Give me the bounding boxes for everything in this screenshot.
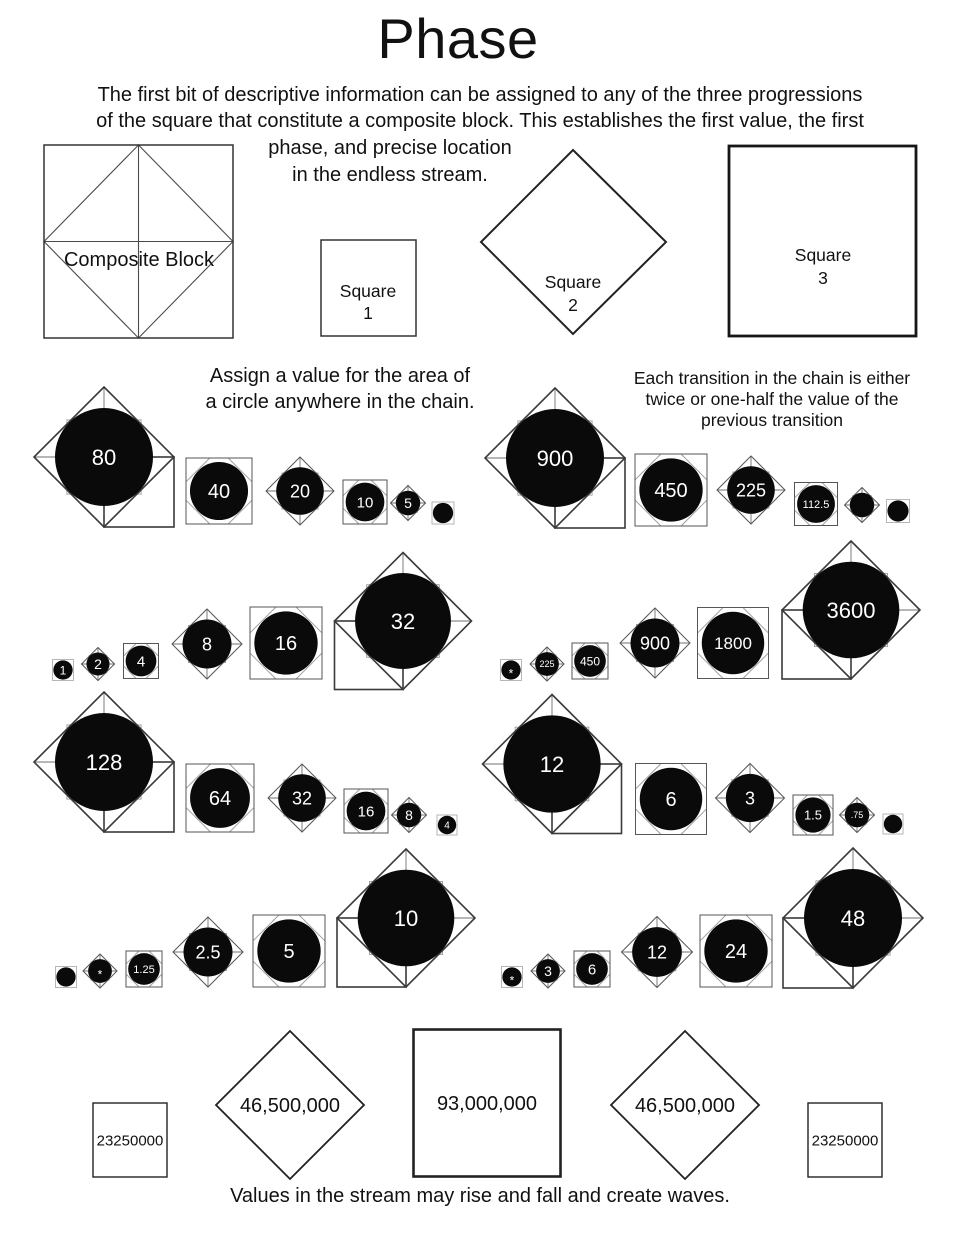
chain-row3-right-descending bbox=[483, 695, 904, 836]
chain-value-label: 32 bbox=[390, 608, 416, 634]
chain-value-label: 4 bbox=[444, 820, 450, 832]
chain-row3-left-descending bbox=[34, 692, 457, 835]
chain-value-label: 450 bbox=[654, 480, 688, 503]
wave-layer bbox=[93, 1030, 882, 1180]
wave-block bbox=[808, 1103, 882, 1177]
wave-block bbox=[93, 1103, 167, 1177]
chain-block bbox=[783, 848, 923, 988]
chain-block bbox=[635, 454, 707, 526]
chain-block bbox=[335, 553, 472, 690]
chain-block bbox=[636, 764, 707, 835]
intro-line-3: phase, and precise location bbox=[268, 137, 512, 159]
chain-block bbox=[717, 456, 785, 524]
chain-block bbox=[124, 644, 159, 679]
chain-block bbox=[572, 643, 608, 679]
chain-block bbox=[782, 541, 920, 679]
chain-block bbox=[793, 795, 833, 835]
chains-layer bbox=[34, 387, 923, 988]
chain-value-label: 2 bbox=[94, 656, 102, 673]
chain-block bbox=[620, 608, 690, 678]
square-2-number: 2 bbox=[568, 295, 578, 315]
footer-caption: Values in the stream may rise and fall and create waves. bbox=[230, 1185, 730, 1207]
wave-value-label: 93,000,000 bbox=[436, 1093, 538, 1116]
chain-value-label: 48 bbox=[840, 905, 866, 931]
intro-line-4: in the endless stream. bbox=[292, 163, 488, 186]
chain-value-label: 2.5 bbox=[195, 942, 221, 963]
chain-value-label: 900 bbox=[536, 445, 574, 471]
chain-value-label: 3600 bbox=[826, 597, 876, 623]
chain-block bbox=[483, 695, 622, 834]
chain-block bbox=[795, 483, 838, 526]
chain-value-label: 1.5 bbox=[803, 807, 823, 823]
chain-row2-right-ascending bbox=[501, 541, 921, 681]
value-circle bbox=[56, 967, 75, 986]
chain-block bbox=[391, 486, 426, 521]
chain-block bbox=[186, 458, 252, 524]
chain-block bbox=[83, 954, 117, 988]
caption-assign-value bbox=[140, 363, 540, 415]
chain-block bbox=[840, 798, 875, 833]
square-3-figure bbox=[729, 146, 916, 336]
square-1-label: Square bbox=[339, 281, 397, 301]
chain-value-label: 12 bbox=[539, 751, 565, 777]
chain-block bbox=[82, 648, 115, 681]
chain-value-label: 24 bbox=[724, 941, 748, 964]
caption-transition-line-3: previous transition bbox=[700, 410, 844, 430]
chain-block bbox=[344, 789, 388, 833]
chain-block bbox=[883, 814, 903, 834]
square-3-number: 3 bbox=[818, 268, 828, 288]
caption-assign-line-2: a circle anywhere in the chain. bbox=[205, 391, 475, 413]
chain-block bbox=[531, 954, 565, 988]
chain-value-label: 12 bbox=[646, 942, 668, 963]
value-circle bbox=[850, 493, 875, 518]
chain-value-label: 40 bbox=[207, 481, 231, 504]
chain-block bbox=[392, 798, 427, 833]
chain-block bbox=[530, 647, 564, 681]
chain-value-label: 16 bbox=[274, 633, 298, 656]
chain-value-label: 112.5 bbox=[802, 498, 830, 511]
chain-block bbox=[126, 951, 162, 987]
chain-value-label: 128 bbox=[85, 749, 123, 775]
chain-block bbox=[574, 951, 610, 987]
chain-value-label: 6 bbox=[587, 961, 597, 979]
chain-block bbox=[186, 764, 254, 832]
chain-block bbox=[700, 915, 772, 987]
chain-value-label: 8 bbox=[405, 807, 413, 824]
wave-block bbox=[216, 1031, 364, 1179]
page-title: Phase bbox=[377, 7, 539, 70]
chain-block bbox=[253, 915, 325, 987]
chain-block bbox=[716, 764, 785, 833]
chain-block bbox=[268, 764, 336, 832]
caption-transition-line-2: twice or one-half the value of the bbox=[645, 389, 899, 409]
chain-value-label: 5 bbox=[283, 941, 295, 964]
chain-value-label: * bbox=[509, 973, 515, 988]
chain-value-label: 10 bbox=[393, 905, 419, 931]
chain-value-label: 16 bbox=[357, 803, 375, 821]
chain-value-label: 1800 bbox=[714, 634, 752, 654]
chain-block bbox=[501, 660, 522, 681]
chain-value-label: 450 bbox=[579, 654, 601, 669]
chain-value-label: 3 bbox=[744, 788, 756, 809]
intro-line-2: of the square that constitute a composite block. This establishes the first value, the first bbox=[96, 110, 864, 132]
chain-value-label: 20 bbox=[289, 481, 311, 502]
chain-value-label: 6 bbox=[665, 789, 677, 812]
chain-block bbox=[343, 480, 387, 524]
chain-block bbox=[53, 660, 74, 681]
caption-assign-line-1: Assign a value for the area of bbox=[209, 365, 471, 387]
chain-value-label: * bbox=[97, 967, 103, 982]
chain-value-label: .75 bbox=[850, 810, 864, 821]
chain-row4-right-ascending bbox=[502, 848, 924, 988]
value-circle bbox=[884, 815, 902, 833]
chain-value-label: 900 bbox=[639, 633, 671, 654]
chain-value-label: 5 bbox=[404, 495, 412, 512]
chain-value-label: 64 bbox=[208, 788, 232, 811]
square-2-label: Square bbox=[544, 272, 602, 292]
square-3-label: Square bbox=[794, 245, 852, 265]
chain-row4-left-ascending bbox=[56, 849, 476, 988]
chain-block bbox=[172, 609, 242, 679]
composite-block-label: Composite Block bbox=[63, 249, 215, 271]
square-1-number: 1 bbox=[363, 303, 373, 323]
chain-block bbox=[622, 917, 693, 988]
chain-value-label: 32 bbox=[291, 788, 313, 809]
wave-block bbox=[611, 1031, 759, 1179]
intro-line-1: The first bit of descriptive information can be assigned to any of the three progressions bbox=[97, 84, 863, 106]
chain-value-label: 4 bbox=[136, 653, 146, 671]
chain-value-label: 225 bbox=[735, 480, 767, 501]
chain-block bbox=[173, 917, 243, 987]
square-1-figure bbox=[321, 240, 416, 336]
chain-value-label: 10 bbox=[356, 494, 374, 512]
intro-paragraph-wrapped bbox=[140, 135, 640, 188]
chain-value-label: 80 bbox=[91, 444, 117, 470]
chain-block bbox=[437, 815, 457, 835]
chain-block bbox=[266, 457, 334, 525]
intro-paragraph bbox=[0, 82, 960, 134]
caption-transition-line-1: Each transition in the chain is either bbox=[633, 368, 911, 388]
chain-block bbox=[337, 849, 475, 987]
value-circle bbox=[887, 500, 908, 521]
chain-row2-left-ascending bbox=[53, 553, 472, 690]
chain-block bbox=[34, 692, 174, 832]
chain-value-label: 1 bbox=[59, 663, 67, 678]
wave-value-label: 46,500,000 bbox=[634, 1095, 736, 1118]
chain-value-label: * bbox=[508, 666, 514, 681]
chain-value-label: 225 bbox=[539, 659, 555, 670]
chain-value-label: 8 bbox=[201, 634, 213, 655]
caption-transition-rule bbox=[618, 368, 926, 431]
chain-block bbox=[698, 608, 769, 679]
wave-value-label: 46,500,000 bbox=[239, 1095, 341, 1118]
chain-block bbox=[432, 502, 454, 524]
chain-block bbox=[887, 500, 910, 523]
chain-block bbox=[845, 488, 880, 523]
wave-block bbox=[414, 1030, 561, 1177]
square-3-outline bbox=[729, 146, 916, 336]
chain-block bbox=[250, 607, 322, 679]
chain-value-label: 3 bbox=[544, 963, 552, 980]
chain-block bbox=[502, 967, 523, 988]
wave-value-label: 23250000 bbox=[811, 1132, 879, 1150]
chain-block bbox=[56, 967, 77, 988]
wave-value-label: 23250000 bbox=[96, 1132, 164, 1150]
value-circle bbox=[433, 503, 453, 523]
chain-value-label: 1.25 bbox=[133, 963, 155, 976]
